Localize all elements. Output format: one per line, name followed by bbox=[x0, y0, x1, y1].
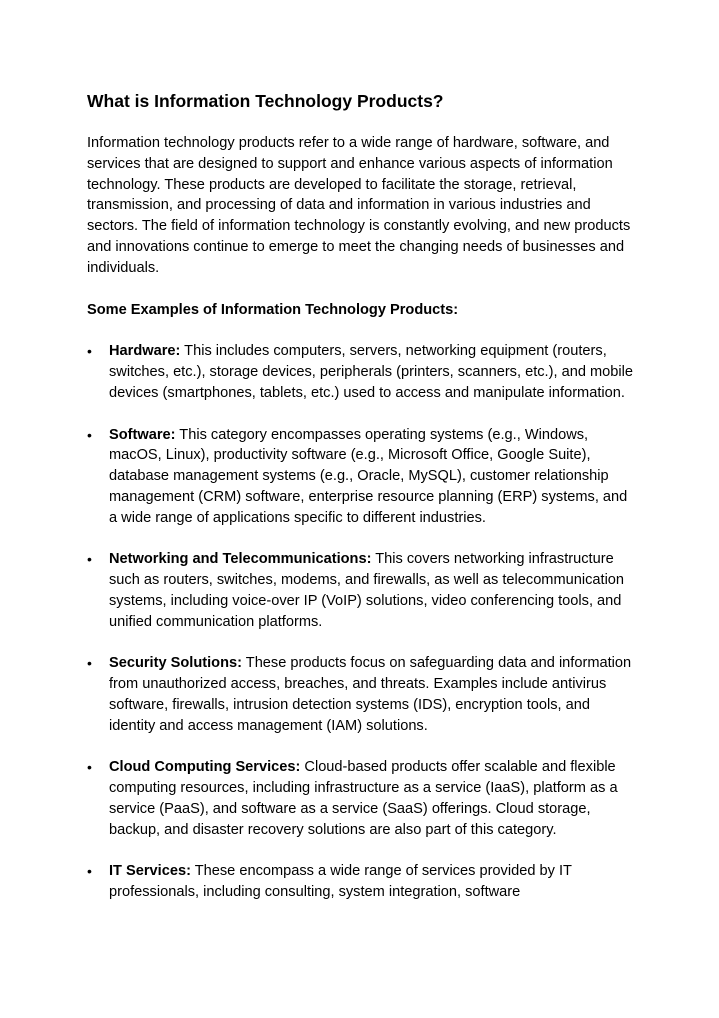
examples-heading: Some Examples of Information Technology Products: bbox=[87, 301, 459, 318]
list-item bbox=[87, 425, 635, 529]
example-term: Networking and Telecommunications: bbox=[109, 551, 372, 568]
examples-list bbox=[87, 341, 635, 903]
example-term: Cloud Computing Services: bbox=[109, 759, 301, 776]
example-description: These encompass a wide range of services provided by IT professionals, including consulting, system integration, software bbox=[109, 863, 572, 901]
example-description: This category encompasses operating systems (e.g., Windows, macOS, Linux), productivity software (e.g., Microsoft Office, Google Suite), database management systems (e.g., Oracle, MySQL), customer relationship management (CRM) software, enterprise resource planning (ERP) systems, and a wide range of applications specific to different industries. bbox=[109, 426, 628, 526]
document-title: What is Information Technology Products? bbox=[87, 91, 444, 111]
list-item bbox=[87, 653, 635, 736]
example-description: These products focus on safeguarding data and information from unauthorized access, breaches, and threats. Examples include antivirus software, firewalls, intrusion detection systems (IDS), encryption tools, and identity and access management (IAM) solutions. bbox=[109, 655, 632, 734]
list-item bbox=[87, 757, 635, 840]
list-item bbox=[87, 549, 635, 632]
example-description: This covers networking infrastructure such as routers, switches, modems, and firewalls, as well as telecommunication systems, including voice-over IP (VoIP) solutions, video conferencing tools, and unified communication platforms. bbox=[109, 551, 625, 630]
example-term: Security Solutions: bbox=[109, 655, 242, 672]
document-page bbox=[87, 89, 635, 924]
bullet-icon: • bbox=[87, 426, 92, 443]
example-description: This includes computers, servers, networking equipment (routers, switches, etc.), storage devices, peripherals (printers, scanners, etc.), and mobile devices (smartphones, tablets, etc.) used to access and manipulate information. bbox=[109, 343, 633, 401]
list-item bbox=[87, 341, 635, 403]
example-term: Hardware: bbox=[109, 343, 181, 360]
example-description: Cloud-based products offer scalable and flexible computing resources, including infrastructure as a service (IaaS), platform as a service (PaaS), and software as a service (SaaS) offerings. Cloud storage, backup, and disaster recovery solutions are also part of this category. bbox=[109, 759, 618, 838]
bullet-icon: • bbox=[87, 863, 92, 880]
list-item bbox=[87, 861, 635, 903]
bullet-icon: • bbox=[87, 343, 92, 360]
bullet-icon: • bbox=[87, 551, 92, 568]
bullet-icon: • bbox=[87, 759, 92, 776]
example-term: IT Services: bbox=[109, 863, 191, 880]
bullet-icon: • bbox=[87, 655, 92, 672]
intro-paragraph: Information technology products refer to a wide range of hardware, software, and services that are designed to support and enhance various aspects of information technology. These products are developed to facilitate the storage, retrieval, transmission, and processing of data and information in various industries and sectors. The field of information technology is constantly evolving, and new products and innovations continue to emerge to meet the changing needs of businesses and individuals. bbox=[87, 135, 631, 276]
example-term: Software: bbox=[109, 426, 176, 443]
